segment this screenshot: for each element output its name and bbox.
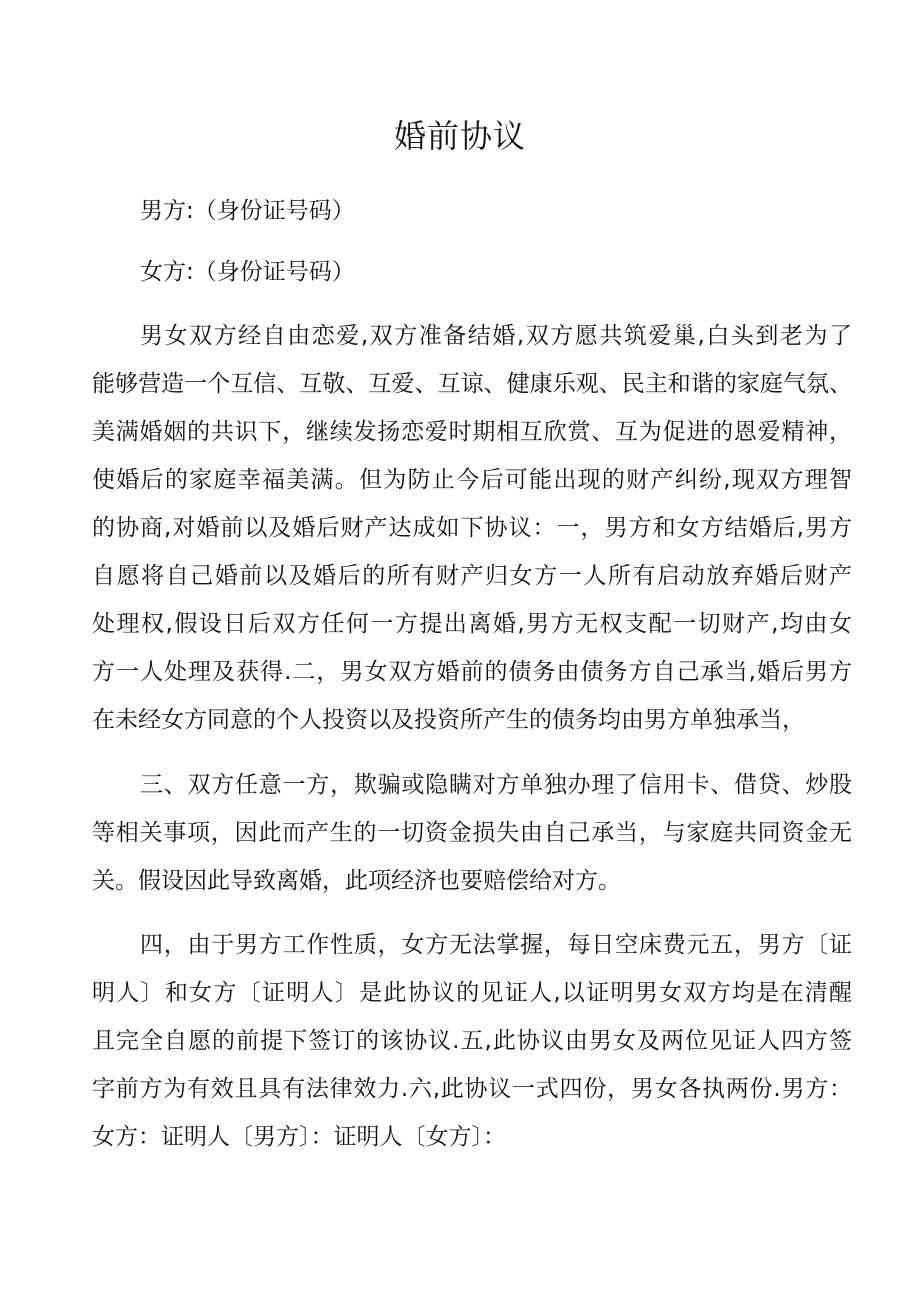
paragraph-3-line: 四，由于男方工作性质，女方无法掌握，每日空床费元五，男方〔证 [140, 932, 852, 958]
paragraph-3-line: 且完全自愿的前提下签订的该协议.五,此协议由男女及两位见证人四方签 [92, 1028, 852, 1054]
paragraph-1-line: 的协商,对婚前以及婚后财产达成如下协议：一，男方和女方结婚后,男方 [92, 515, 852, 541]
female-party-line: 女方:（身份证号码） [140, 259, 355, 285]
paragraph-3-line: 女方：证明人〔男方〕：证明人〔女方〕： [92, 1124, 506, 1150]
paragraph-3-line: 字前方为有效且具有法律效力.六,此协议一式四份，男女各执两份.男方： [92, 1076, 852, 1102]
document-title: 婚前协议 [393, 117, 526, 155]
paragraph-1-line: 自愿将自己婚前以及婚后的所有财产归女方一人所有启动放弃婚后财产 [92, 563, 852, 589]
paragraph-2-line: 等相关事项，因此而产生的一切资金损失由自己承当，与家庭共同资金无 [92, 820, 852, 846]
paragraph-1-line: 使婚后的家庭幸福美满。但为防止今后可能出现的财产纠纷,现双方理智 [92, 467, 852, 493]
paragraph-1-line: 能够营造一个互信、互敬、互爱、互谅、健康乐观、民主和谐的家庭气氛、 [92, 371, 852, 397]
paragraph-3-line: 明人〕和女方〔证明人〕是此协议的见证人,以证明男女双方均是在清醒 [92, 980, 852, 1006]
paragraph-2-line: 关。假设因此导致离婚，此项经济也要赔偿给对方。 [92, 868, 621, 894]
paragraph-2-line: 三、双方任意一方，欺骗或隐瞒对方单独办理了信用卡、借贷、炒股 [140, 772, 852, 798]
paragraph-1-line: 在未经女方同意的个人投资以及投资所产生的债务均由男方单独承当， [92, 707, 805, 733]
paragraph-1-line: 美满婚姻的共识下，继续发扬恋爱时期相互欣赏、互为促进的恩爱精神， [92, 419, 852, 445]
paragraph-1-line: 方一人处理及获得.二，男女双方婚前的债务由债务方自己承当,婚后男方 [92, 659, 852, 685]
paragraph-1-line: 男女双方经自由恋爱,双方准备结婚,双方愿共筑爱巢,白头到老为了 [140, 323, 852, 349]
paragraph-1-line: 处理权,假设日后双方任何一方提出离婚,男方无权支配一切财产,均由女 [92, 611, 852, 637]
male-party-line: 男方:（身份证号码） [140, 198, 355, 224]
